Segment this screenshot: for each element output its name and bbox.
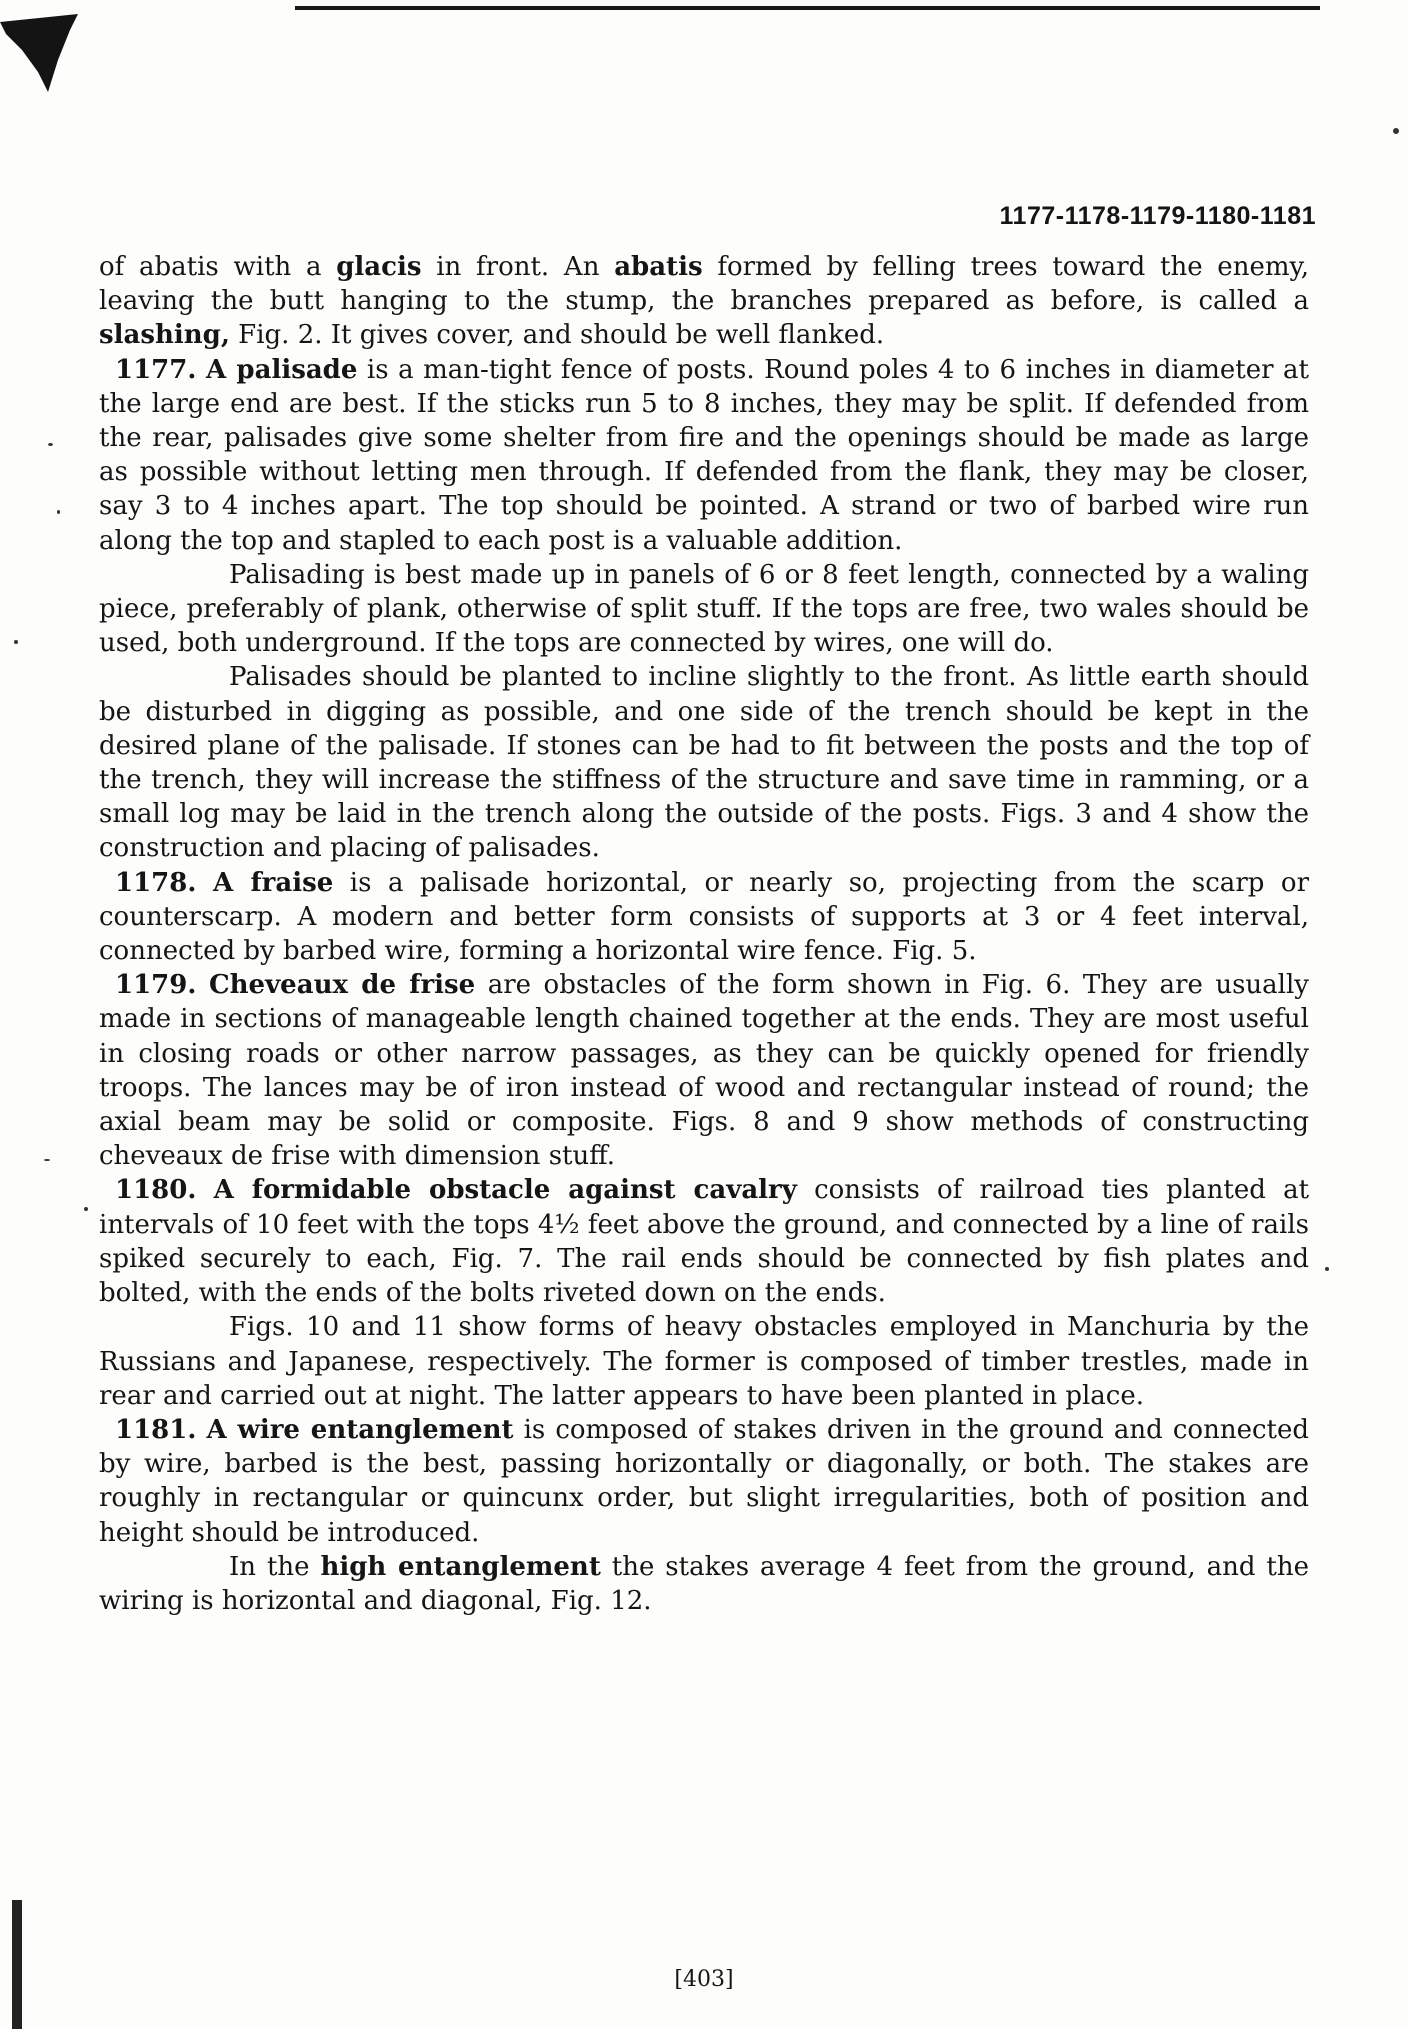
paragraph [99,660,1309,865]
scan-corner-mark [0,0,100,110]
scan-speck [48,443,53,446]
text-run: is a man-tight fence of posts. Round poles 4 to 6 inches in diameter at the large end are best. If the sticks run 5 to 8 inches, they may be split. If defended from the rear, palisades give some shelter from fire and the openings should be made as large as possible without letting men through. If defended from the flank, they may be closer, say 3 to 4 inches apart. The top should be pointed. A strand or two of barbed wire run along the top and stapled to each post is a valuable addition. [99,354,1309,556]
text-run: consists of railroad ties planted at intervals of 10 feet with the tops 4½ feet above the ground, and connected by a line of rails spiked securely to each, Fig. 7. The rail ends should be connected by fish plates and bolted, with the ends of the bolts riveted down on the ends. [99,1175,1310,1309]
text-run: of abatis with a [99,252,337,282]
numbered-paragraph [99,866,1309,969]
numbered-paragraph [99,968,1309,1173]
section-number: 1181. [115,1414,197,1445]
text-run: is composed of stakes driven in the ground and connected by wire, barbed is the best, passing horizontally or diagonally, or both. The stakes are roughly in rectangular or quincunx order, but slight irregularities, both of position and height should be introduced. [99,1414,1309,1548]
bold-term: abatis [614,252,703,282]
numbered-paragraph [99,353,1309,558]
text-run: Figs. 10 and 11 show forms of heavy obstacles employed in Manchuria by the Russians and Japanese, respectively. The former is composed of timber trestles, made in rear and carried out at night. The latter appears to have been planted in place. [99,1312,1309,1411]
scan-speck [44,1159,50,1161]
scan-speck [1325,1267,1329,1271]
section-number: 1178. [115,867,197,898]
text-run: formed by felling trees toward the enemy, leaving the butt hanging to the stump, the branches prepared as before, is called a [99,252,1309,317]
section-number: 1177. [115,354,197,385]
text-run: In the [229,1551,321,1582]
numbered-paragraph [99,1173,1309,1310]
bold-term: A fraise [212,867,334,898]
paragraph [99,1550,1309,1618]
scan-binding-edge [12,1900,22,2029]
text-run: in front. An [421,252,615,282]
paragraph [99,558,1309,661]
text-run: Fig. 2. It gives cover, and should be well flanked. [229,320,885,351]
section-number: 1179. [115,970,197,1001]
scan-speck [14,640,18,644]
numbered-paragraph [99,1413,1309,1550]
scan-speck [57,510,60,514]
text-run: Palisades should be planted to incline slightly to the front. As little earth should be disturbed in digging as possible, and one side of the trench should be kept in the desired plane of the palisade. If stones can be had to fit between the posts and the top of the trench, they will increase the stiffness of the structure and save time in ramming, or a small log may be laid in the trench along the outside of the posts. Figs. 3 and 4 show the construction and placing of palisades. [99,662,1309,864]
top-rule [295,6,1320,10]
bold-term: high entanglement [320,1551,601,1582]
text-run: are obstacles of the form shown in Fig. 6. They are usually made in sections of manageable length chained together at the ends. They are most useful in closing roads or other narrow passages, as they can be quickly opened for friendly troops. The lances may be of iron instead of wood and rectangular instead of round; the axial beam may be solid or composite. Figs. 8 and 9 show methods of constructing cheveaux de frise with dimension stuff. [99,970,1309,1172]
bold-term: A wire entanglement [206,1414,514,1445]
page-body [99,250,1309,1618]
bold-term: glacis [336,252,422,282]
text-run: the stakes average 4 feet from the ground, and the wiring is horizontal and diagonal, Fig. 12. [99,1551,1309,1616]
bold-term: slashing, [99,320,230,351]
section-number: 1180. [115,1175,197,1206]
paragraph [99,1310,1309,1413]
page-number: [403] [674,1967,734,1992]
paragraph [99,250,1309,353]
bold-term: A palisade [205,354,358,385]
scan-speck [1393,128,1399,134]
text-run: is a palisade horizontal, or nearly so, projecting from the scarp or counterscarp. A modern and better form consists of supports at 3 or 4 feet interval, connected by barbed wire, forming a horizontal wire fence. Fig. 5. [99,867,1309,967]
text-run: Palisading is best made up in panels of 6 or 8 feet length, connected by a waling piece, preferably of plank, otherwise of split stuff. If the tops are free, two wales should be used, both underground. If the tops are connected by wires, one will do. [99,559,1309,659]
section-range-header: 1177-1178-1179-1180-1181 [999,202,1316,230]
scan-speck [84,1207,88,1211]
bold-term: Cheveaux de frise [208,970,476,1001]
bold-term: A formidable obstacle against cavalry [213,1175,797,1206]
